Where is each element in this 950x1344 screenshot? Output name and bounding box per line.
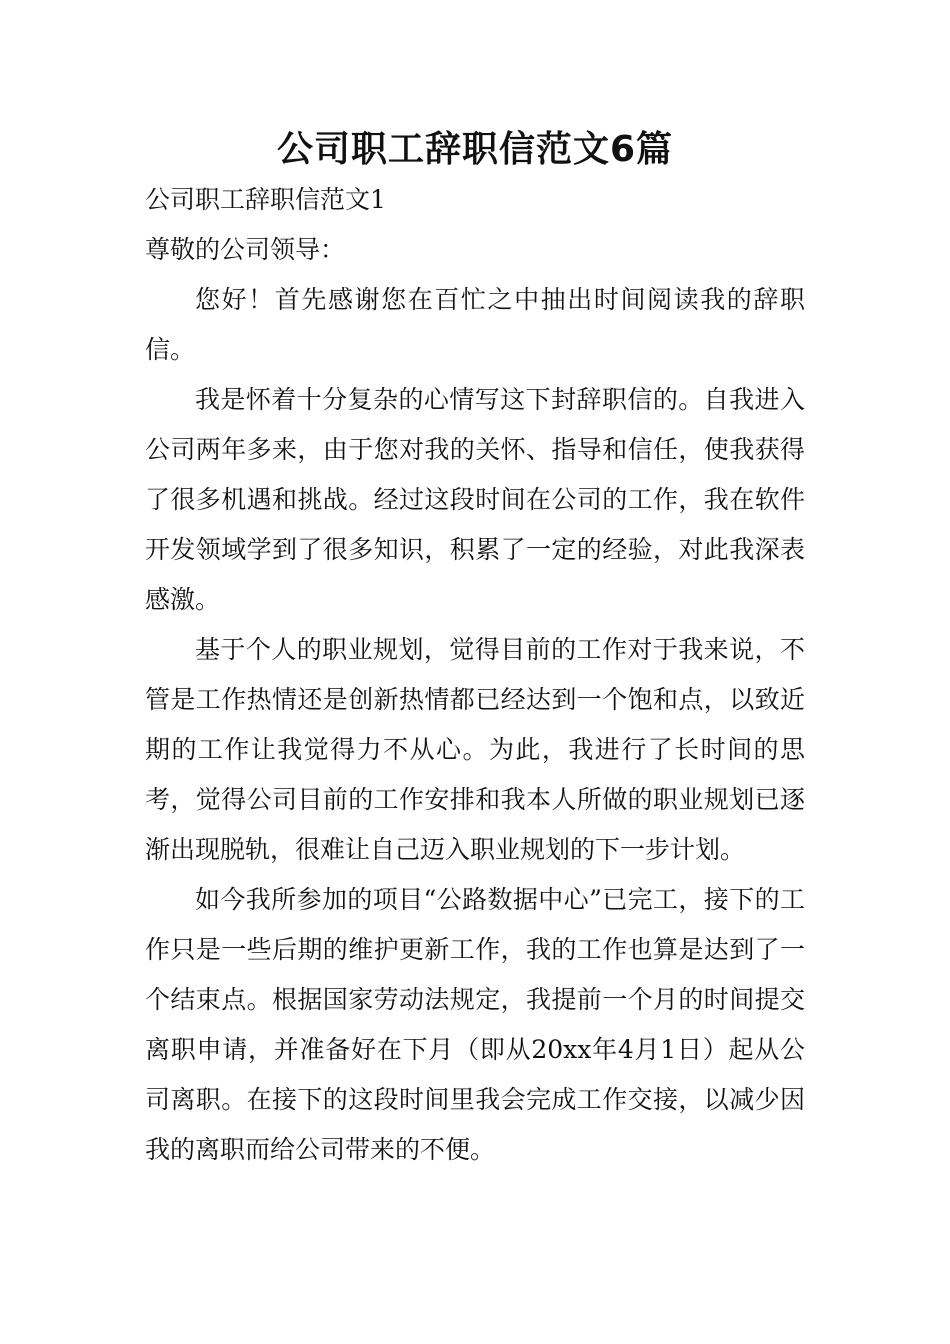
document-title: 公司职工辞职信范文6篇 bbox=[276, 129, 674, 170]
paragraph-gratitude: 我是怀着十分复杂的心情写这下封辞职信的。自我进入公司两年多来，由于您对我的关怀、指导和信任，使我获得了很多机遇和挑战。经过这段时间在公司的工作，我在软件开发领域学到了很多知识，积累了一定的经验，对此我深表感激。 bbox=[145, 385, 805, 614]
paragraph-greeting: 您好！首先感谢您在百忙之中抽出时间阅读我的辞职信。 bbox=[145, 285, 805, 364]
document-body bbox=[145, 175, 805, 1175]
document-subtitle: 公司职工辞职信范文1 bbox=[145, 185, 386, 214]
paragraph-resignation-date: 如今我所参加的项目“公路数据中心”已完工，接下的工作只是一些后期的维护更新工作，我的工作也算是达到了一个结束点。根据国家劳动法规定，我提前一个月的时间提交离职申请，并准备好在下月（即从20xx年4月1日）起从公司离职。在接下的这段时间里我会完成工作交接，以减少因我的离职而给公司带来的不便。 bbox=[145, 885, 805, 1164]
paragraph-career-plan: 基于个人的职业规划，觉得目前的工作对于我来说，不管是工作热情还是创新热情都已经达到一个饱和点，以致近期的工作让我觉得力不从心。为此，我进行了长时间的思考，觉得公司目前的工作安排和我本人所做的职业规划已逐渐出现脱轨，很难让自己迈入职业规划的下一步计划。 bbox=[145, 635, 805, 864]
salutation: 尊敬的公司领导： bbox=[145, 235, 346, 264]
